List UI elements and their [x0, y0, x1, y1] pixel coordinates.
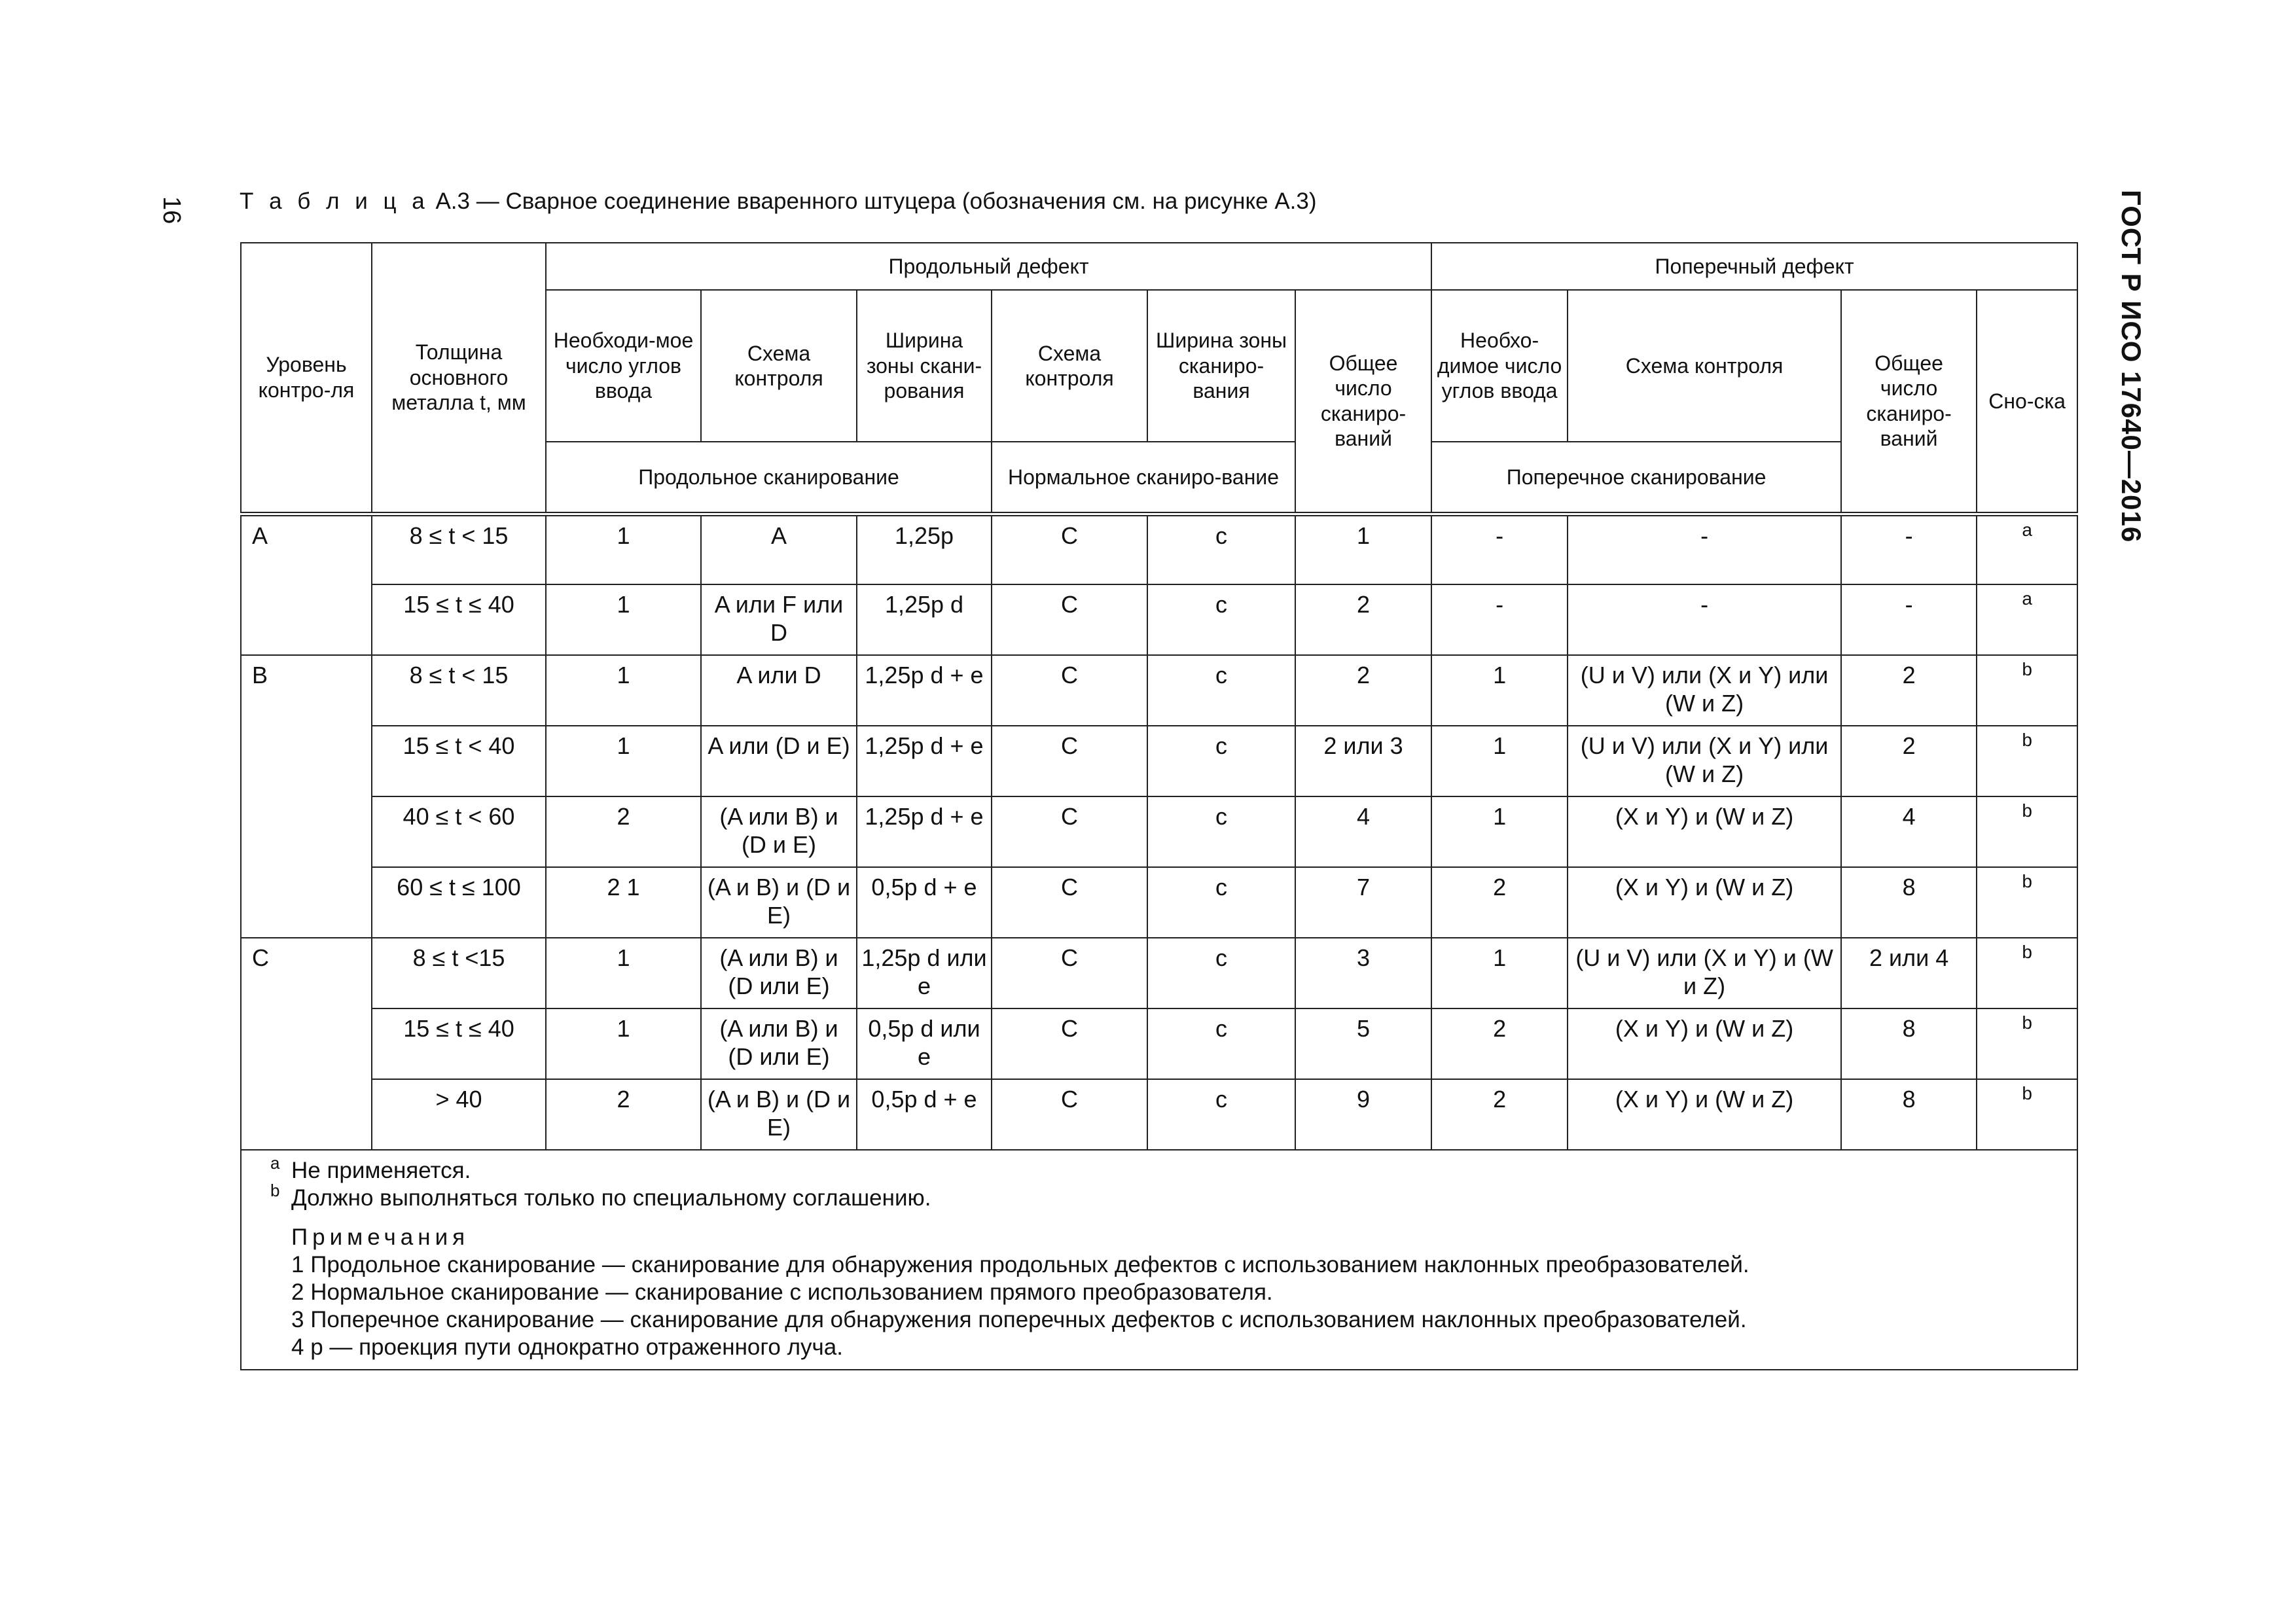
cell: C [992, 726, 1147, 796]
table-caption [240, 188, 1317, 215]
cell: > 40 [372, 1079, 546, 1150]
cell: 1 [1295, 514, 1431, 584]
cell: 1 [546, 655, 701, 726]
table-row [241, 938, 2077, 1008]
header-longitudinal-defect: Продольный дефект [546, 243, 1431, 290]
header-longitudinal-scanning: Продольное сканирование [546, 442, 992, 514]
cell: 1,25p d + e [857, 655, 992, 726]
cell: 1 [546, 1008, 701, 1079]
cell: (X и Y) и (W и Z) [1568, 1008, 1841, 1079]
notes-row [241, 1150, 2077, 1370]
cell: 3 [1295, 938, 1431, 1008]
cell: C [992, 514, 1147, 584]
cell: 4 [1841, 796, 1977, 867]
cell: 2 или 3 [1295, 726, 1431, 796]
cell: - [1431, 514, 1568, 584]
header-zone-width-normal: Ширина зоны сканиро-вания [1147, 290, 1295, 442]
cell: 1 [1431, 726, 1568, 796]
cell: - [1568, 514, 1841, 584]
table-row [241, 796, 2077, 867]
cell-footnote: a [1977, 514, 2077, 584]
cell: C [992, 655, 1147, 726]
header-footnote: Сно-ска [1977, 290, 2077, 514]
cell: (A и B) и (D и E) [701, 1079, 857, 1150]
cell-footnote: b [1977, 867, 2077, 938]
header-total-scans: Общее число сканиро-ваний [1295, 290, 1431, 514]
note-item: 1 Продольное сканирование — сканирование для обнаружения продольных дефектов с использованием наклонных преобразователей. [291, 1252, 1749, 1277]
cell: (X и Y) и (W и Z) [1568, 796, 1841, 867]
header-scheme-normal: Схема контроля [992, 290, 1147, 442]
cell: c [1147, 514, 1295, 584]
cell-footnote: b [1977, 655, 2077, 726]
cell: - [1841, 584, 1977, 655]
cell: C [992, 1008, 1147, 1079]
cell: 8 ≤ t < 15 [372, 514, 546, 584]
cell: 15 ≤ t ≤ 40 [372, 584, 546, 655]
header-num-angles: Необходи-мое число углов ввода [546, 290, 701, 442]
cell: - [1568, 584, 1841, 655]
cell-footnote: b [1977, 938, 2077, 1008]
cell: c [1147, 726, 1295, 796]
cell-level: C [241, 938, 372, 1150]
cell: 1,25p [857, 514, 992, 584]
footnote-mark: a [270, 1153, 280, 1173]
cell: 2 [1295, 655, 1431, 726]
cell: 1 [546, 514, 701, 584]
inspection-table [240, 242, 2078, 1370]
cell: 1 [1431, 796, 1568, 867]
table-row [241, 1079, 2077, 1150]
footnote-mark: b [270, 1181, 280, 1200]
cell-footnote: b [1977, 1079, 2077, 1150]
cell: c [1147, 1079, 1295, 1150]
cell: 0,5p d + e [857, 1079, 992, 1150]
cell: - [1431, 584, 1568, 655]
cell-footnote: b [1977, 726, 2077, 796]
cell: 2 или 4 [1841, 938, 1977, 1008]
cell: (A или B) и (D или E) [701, 1008, 857, 1079]
cell: (A или B) и (D и E) [701, 796, 857, 867]
header-level: Уровень контро-ля [241, 243, 372, 514]
footnote-b [270, 1181, 2064, 1212]
note-item: 3 Поперечное сканирование — сканирование для обнаружения поперечных дефектов с использованием наклонных преобразователей. [291, 1307, 1747, 1332]
cell-footnote: b [1977, 1008, 2077, 1079]
cell: c [1147, 655, 1295, 726]
standard-name: ГОСТ Р ИСО 17640—2016 [2116, 190, 2147, 543]
cell: 2 [1841, 655, 1977, 726]
header-tr-scheme: Схема контроля [1568, 290, 1841, 442]
table-row [241, 514, 2077, 584]
cell: c [1147, 584, 1295, 655]
cell: (U и V) или (X и Y) или (W и Z) [1568, 726, 1841, 796]
cell: - [1841, 514, 1977, 584]
cell: 0,5p d + e [857, 867, 992, 938]
note-item: 2 Нормальное сканирование — сканирование с использованием прямого преобразователя. [291, 1279, 1273, 1305]
cell: 1 [1431, 938, 1568, 1008]
cell: C [992, 867, 1147, 938]
footnote-text: Должно выполняться только по специальному соглашению. [291, 1185, 931, 1211]
cell: 2 1 [546, 867, 701, 938]
cell: 5 [1295, 1008, 1431, 1079]
header-thickness: Толщина основного металла t, мм [372, 243, 546, 514]
header-tr-num-angles: Необхо-димое число углов ввода [1431, 290, 1568, 442]
table-row [241, 726, 2077, 796]
header-scheme: Схема контроля [701, 290, 857, 442]
cell: A или D [701, 655, 857, 726]
header-transverse-scanning: Поперечное сканирование [1431, 442, 1841, 514]
cell: 15 ≤ t < 40 [372, 726, 546, 796]
cell: (U и V) или (X и Y) или (W и Z) [1568, 655, 1841, 726]
cell: 8 ≤ t < 15 [372, 655, 546, 726]
cell: A или F или D [701, 584, 857, 655]
cell: 1,25p d + e [857, 796, 992, 867]
cell: 1,25p d + e [857, 726, 992, 796]
header-zone-width: Ширина зоны скани-рования [857, 290, 992, 442]
caption-text: А.3 — Сварное соединение вваренного штуцера (обозначения см. на рисунке А.3) [429, 188, 1317, 214]
caption-label: Т а б л и ц а [240, 188, 429, 214]
cell-level: A [241, 514, 372, 655]
cell: C [992, 1079, 1147, 1150]
cell: 2 [546, 1079, 701, 1150]
header-tr-total-scans: Общее число сканиро-ваний [1841, 290, 1977, 514]
cell: 1 [546, 726, 701, 796]
cell: A [701, 514, 857, 584]
cell: 2 [1295, 584, 1431, 655]
cell-footnote: a [1977, 584, 2077, 655]
cell: (U и V) или (X и Y) и (W и Z) [1568, 938, 1841, 1008]
cell: 8 [1841, 1008, 1977, 1079]
cell: 4 [1295, 796, 1431, 867]
cell: 8 [1841, 867, 1977, 938]
table-row [241, 867, 2077, 938]
header-transverse-defect: Поперечный дефект [1431, 243, 2077, 290]
table-row [241, 655, 2077, 726]
cell: c [1147, 938, 1295, 1008]
cell: 9 [1295, 1079, 1431, 1150]
cell: c [1147, 796, 1295, 867]
cell: 60 ≤ t ≤ 100 [372, 867, 546, 938]
cell: 0,5p d или e [857, 1008, 992, 1079]
cell: (A или B) и (D или E) [701, 938, 857, 1008]
header-normal-scanning: Нормальное сканиро-вание [992, 442, 1295, 514]
cell: 1,25p d [857, 584, 992, 655]
cell: 2 [1431, 867, 1568, 938]
cell-footnote: b [1977, 796, 2077, 867]
cell: 1 [1431, 655, 1568, 726]
cell: 15 ≤ t ≤ 40 [372, 1008, 546, 1079]
cell: C [992, 584, 1147, 655]
cell: 8 [1841, 1079, 1977, 1150]
cell: 1 [546, 938, 701, 1008]
cell: 2 [546, 796, 701, 867]
footnote-text: Не применяется. [291, 1158, 471, 1183]
cell: 2 [1841, 726, 1977, 796]
cell: 8 ≤ t <15 [372, 938, 546, 1008]
cell: c [1147, 1008, 1295, 1079]
notes-cell [241, 1150, 2077, 1370]
cell: C [992, 796, 1147, 867]
cell: c [1147, 867, 1295, 938]
table-row [241, 584, 2077, 655]
cell: 1 [546, 584, 701, 655]
cell: (X и Y) и (W и Z) [1568, 867, 1841, 938]
cell-level: B [241, 655, 372, 938]
cell: (X и Y) и (W и Z) [1568, 1079, 1841, 1150]
footnote-a [270, 1153, 2064, 1185]
cell: 40 ≤ t < 60 [372, 796, 546, 867]
cell: 2 [1431, 1079, 1568, 1150]
cell: 1,25p d или e [857, 938, 992, 1008]
page-number: 16 [158, 196, 185, 224]
cell: (A и B) и (D и E) [701, 867, 857, 938]
cell: 2 [1431, 1008, 1568, 1079]
table-row [241, 1008, 2077, 1079]
cell: C [992, 938, 1147, 1008]
note-item: 4 p — проекция пути однократно отраженного луча. [291, 1334, 843, 1360]
cell: 7 [1295, 867, 1431, 938]
cell: A или (D и E) [701, 726, 857, 796]
notes-heading: Примечания [291, 1224, 470, 1250]
